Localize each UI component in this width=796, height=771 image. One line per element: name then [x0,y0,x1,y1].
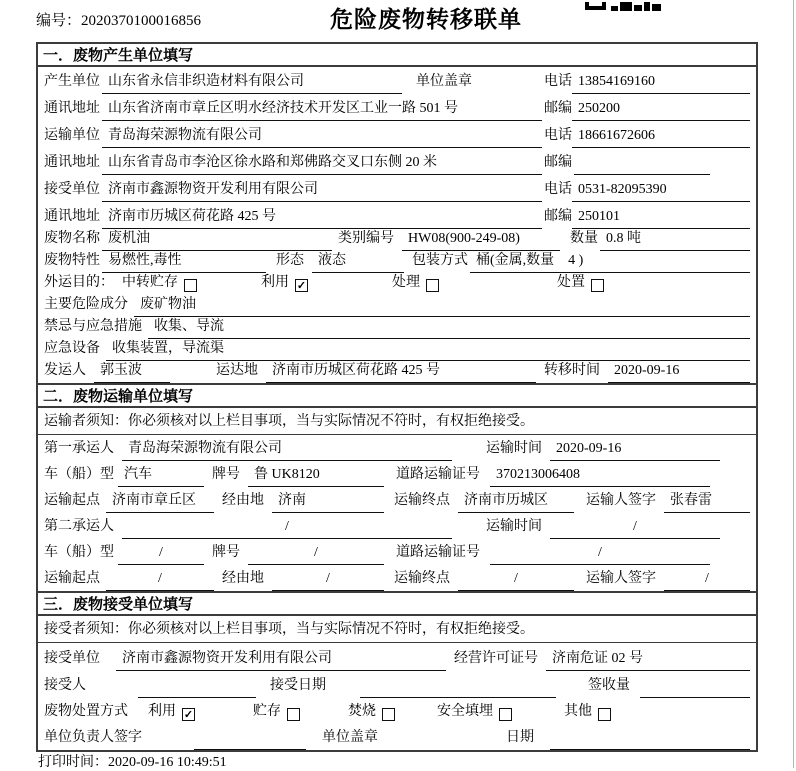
receiver-value: 济南市鑫源物资开发利用有限公司 [102,178,542,202]
postal1-label: 邮编 [544,101,572,116]
serial-value: 2020370100016856 [81,13,202,29]
disposal-label: 废物处置方式 [44,704,128,719]
address2-value: 山东省青岛市李沧区徐水路和郑佛路交叉口东侧 20 米 [102,151,542,175]
carrier2-row [38,513,756,539]
page-edge-line [793,0,794,768]
print-time [38,751,227,771]
accept-date-label: 接受日期 [270,678,326,693]
vehicle2-value: / [118,545,204,565]
route2-row [38,565,756,591]
transporter-value: 青岛海荣源物流有限公司 [102,124,542,148]
transporter-notice-row [38,408,756,435]
route1-row [38,487,756,513]
received-amount-value [640,694,750,698]
carrier2-label: 第二承运人 [44,519,114,534]
signoff-row [38,724,756,750]
producer-row [38,67,756,94]
manifest-form [36,42,758,752]
accepting-unit-label: 接受单位 [44,651,100,666]
packaging-value: 桶(金属,数量 4 ) [470,249,750,273]
origin1-value: 济南市章丘区 [106,489,214,513]
postal3-label: 邮编 [544,209,572,224]
transport-time2-label: 运输时间 [486,519,542,534]
vehicle1-value: 汽车 [118,463,204,487]
waste-name-value: 废机油 [102,227,332,251]
disposal-option-store: 贮存 [253,704,281,719]
section2-header: 二．废物运输单位填写 [38,383,756,408]
disposal-option-incinerate: 焚烧 [348,704,376,719]
disposal-option-landfill: 安全填埋 [437,704,493,719]
dispatch-row [38,361,756,383]
disposal-row [38,698,756,724]
checkbox-treat [426,279,439,292]
checkbox-disposal-other [598,708,611,721]
receiver-label: 接受单位 [44,182,100,197]
recipient-label: 接受人 [44,678,86,693]
checkbox-transfer-storage [184,279,197,292]
plate2-value: / [248,545,384,565]
carrier1-label: 第一承运人 [44,441,114,456]
carrier2-value: / [122,519,452,539]
postal1-value: 250200 [572,101,750,121]
unit-stamp-label: 单位盖章 [416,74,472,89]
address2-label: 通讯地址 [44,155,100,170]
purpose-option-dispose: 处置 [557,275,585,290]
accept-date-value [360,694,556,698]
purpose-option-transfer: 中转贮存 [122,275,178,290]
waste-name-row [38,229,756,251]
postal2-value [574,171,710,175]
transport-time2-value: / [550,519,720,539]
end2-label: 运输终点 [394,571,450,586]
accepting-unit-row [38,643,756,671]
carrier1-value: 青岛海荣源物流有限公司 [122,437,452,461]
hazard-value: 废矿物油 [134,293,750,317]
transfer-time-value: 2020-09-16 [608,363,750,383]
waste-traits-row [38,251,756,273]
transporter-notice-text: 运输者须知：你必须核对以上栏目事项，当与实际情况不符时，有权拒绝接受。 [44,414,534,429]
shipper-label: 发运人 [44,363,86,378]
transporter-address-row [38,148,756,175]
postal2-label: 邮编 [544,155,572,170]
quantity-value: 0.8 吨 [600,227,750,251]
receiver-notice-row [38,616,756,643]
license1-value: 370213006408 [490,467,710,487]
checkbox-dispose [591,279,604,292]
receiver-phone-label: 电话 [544,182,572,197]
traits-label: 废物特性 [44,253,100,268]
origin2-value: / [106,571,214,591]
sign1-value: 张春雷 [664,489,750,513]
receiver-row [38,175,756,202]
category-label: 类别编号 [338,231,394,246]
acceptance-row [38,671,756,698]
postal3-value: 250101 [572,209,750,229]
purpose-label: 外运目的： [44,275,114,290]
address1-label: 通讯地址 [44,101,100,116]
disposal-option-other: 其他 [564,704,592,719]
producer-value: 山东省永信非织造材料有限公司 [102,70,402,94]
carrier1-row [38,435,756,461]
qr-code-fragment [585,0,661,16]
checkbox-disposal-use: ✓ [183,709,194,721]
address3-label: 通讯地址 [44,209,100,224]
date-value [550,746,750,750]
origin2-label: 运输起点 [44,571,100,586]
producer-label: 产生单位 [44,74,100,89]
via1-value: 济南 [272,489,384,513]
via2-label: 经由地 [222,571,264,586]
producer-phone-label: 电话 [544,74,572,89]
page-title: 危险废物转移联单 [330,7,522,32]
emergency-value: 收集、导流 [148,315,750,339]
checkbox-disposal-incinerate [382,708,395,721]
sign2-label: 运输人签字 [586,571,656,586]
recipient-value [138,694,256,698]
sign1-label: 运输人签字 [586,493,656,508]
transporter-label: 运输单位 [44,128,100,143]
destination-value: 济南市历城区荷花路 425 号 [266,359,536,383]
license2-value: / [490,545,710,565]
via1-label: 经由地 [222,493,264,508]
form-label: 形态 [276,253,304,268]
transport-time1-label: 运输时间 [486,441,542,456]
purpose-row [38,273,756,295]
print-time-label: 打印时间： [38,755,108,770]
address3-value: 济南市历城区荷花路 425 号 [102,205,542,229]
receiver-address-row [38,202,756,229]
form-value: 液态 [312,249,404,273]
vehicle2-label: 车（船）型 [44,545,114,560]
equipment-row [38,339,756,361]
emergency-row [38,317,756,339]
leader-sign-value [194,746,306,750]
permit-value: 济南危证 02 号 [546,647,750,671]
hazard-row [38,295,756,317]
purpose-option-treat: 处理 [392,275,420,290]
waste-name-label: 废物名称 [44,231,100,246]
end2-value: / [458,571,574,591]
producer-address-row [38,94,756,121]
disposal-option-use: 利用 [148,704,176,719]
via2-value: / [272,571,384,591]
transport-time1-value: 2020-09-16 [550,441,720,461]
checkbox-disposal-landfill [499,708,512,721]
traits-value: 易燃性,毒性 [102,249,266,273]
leader-sign-label: 单位负责人签字 [44,730,142,745]
quantity-label: 数量 [570,231,598,246]
end1-label: 运输终点 [394,493,450,508]
checkbox-disposal-store [287,708,300,721]
origin1-label: 运输起点 [44,493,100,508]
transporter-phone-value: 18661672606 [572,128,750,148]
serial-label: 编号： [36,13,82,29]
serial-number [36,9,201,30]
plate1-label: 牌号 [212,467,240,482]
transfer-time-label: 转移时间 [544,363,600,378]
receiver-notice-text: 接受者须知：你必须核对以上栏目事项，当与实际情况不符时，有权拒绝接受。 [44,622,534,637]
section1-header: 一．废物产生单位填写 [38,44,756,67]
hazard-label: 主要危险成分 [44,297,128,312]
purpose-option-use: 利用 [261,275,289,290]
vehicle1-label: 车（船）型 [44,467,114,482]
plate1-value: 鲁 UK8120 [248,463,384,487]
transporter-row [38,121,756,148]
vehicle1-row [38,461,756,487]
permit-label: 经营许可证号 [454,651,538,666]
producer-phone-value: 13854169160 [572,74,750,94]
shipper-value: 郭玉波 [94,359,170,383]
address1-value: 山东省济南市章丘区明水经济技术开发区工业一路 501 号 [102,97,542,121]
category-value: HW08(900-249-08) [402,231,560,251]
date-label: 日期 [506,730,534,745]
section3-header: 三．废物接受单位填写 [38,591,756,616]
emergency-label: 禁忌与应急措施 [44,319,142,334]
plate2-label: 牌号 [212,545,240,560]
destination-label: 运达地 [216,363,258,378]
equipment-label: 应急设备 [44,341,100,356]
accepting-unit-value: 济南市鑫源物资开发利用有限公司 [116,647,446,671]
license2-label: 道路运输证号 [396,545,480,560]
transporter-phone-label: 电话 [544,128,572,143]
unit-stamp2-label: 单位盖章 [322,730,378,745]
sign2-value: / [664,571,750,591]
print-time-value: 2020-09-16 10:49:51 [108,755,227,770]
equipment-value: 收集装置，导流渠 [106,337,750,361]
vehicle2-row [38,539,756,565]
received-amount-label: 签收量 [588,678,630,693]
checkbox-use: ✓ [296,280,307,292]
license1-label: 道路运输证号 [396,467,480,482]
end1-value: 济南市历城区 [458,489,574,513]
packaging-label: 包装方式 [412,253,468,268]
receiver-phone-value: 0531-82095390 [572,182,750,202]
